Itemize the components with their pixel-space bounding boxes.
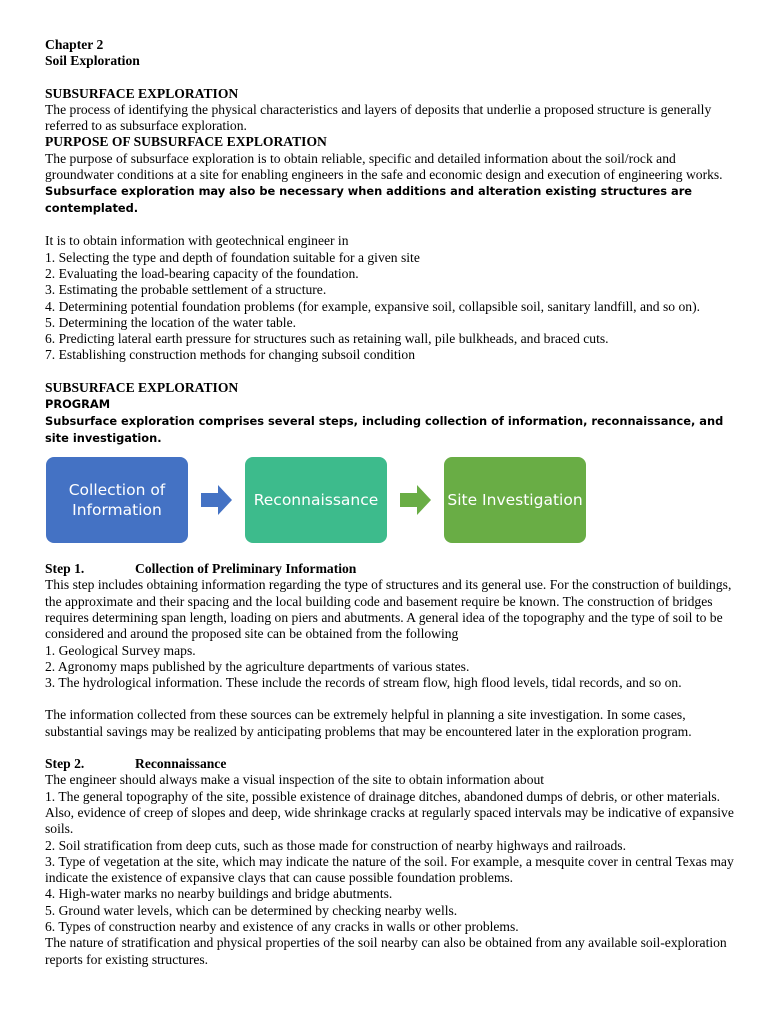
section-heading-subsurface: SUBSURFACE EXPLORATION <box>45 85 239 101</box>
list-item: 4. Determining potential foundation problems (for example, expansive soil, collapsible soil, sanitary landfill, and so on). <box>45 298 700 314</box>
step1-number: Step 1. <box>45 561 85 577</box>
list-item: 3. Type of vegetation at the site, which may indicate the nature of the soil. For example, a mesquite cover in central Texas may indicate the existence of expansive clays that can cause possible foundation problems. <box>45 853 734 886</box>
purpose-text-bold: Subsurface exploration may also be necessary when additions and alteration existing structures are contemplated. <box>45 184 693 216</box>
list-item: 6. Types of construction nearby and existence of any cracks in walls or other problems. <box>45 918 519 934</box>
flow-box-site-investigation: Site Investigation <box>444 457 586 543</box>
purpose-text: The purpose of subsurface exploration is to obtain reliable, specific and detailed information about the soil/rock and groundwater conditions at a site for enabling engineers in the safe and economic design and execution of engineering works. <box>45 150 723 183</box>
step2-heading <box>45 756 735 772</box>
program-text: Subsurface exploration comprises several steps, including collection of information, reconnaissance, and site investigation. <box>45 414 724 446</box>
purpose-list <box>45 250 735 364</box>
step2-number: Step 2. <box>45 756 85 772</box>
step1-heading <box>45 561 735 577</box>
list-item: 6. Predicting lateral earth pressure for structures such as retaining wall, pile bulkheads, and braced cuts. <box>45 331 609 347</box>
list-item: 7. Establishing construction methods for changing subsoil condition <box>45 347 416 363</box>
purpose-intro: It is to obtain information with geotechnical engineer in <box>45 233 349 249</box>
list-item: 1. Geological Survey maps. <box>45 642 196 658</box>
section-paragraph: The process of identifying the physical characteristics and layers of deposits that underlie a proposed structure is generally referred to as subsurface exploration. <box>45 101 712 134</box>
step1-paragraph: This step includes obtaining information regarding the type of structures and its general use. For the construction of buildings, the approximate and their spacing and the local building code and basement require be known. The construction of bridges requires determining span length, loading on piers and abutments. A general idea of the topography and the type of soil to be considered and around the proposed site can be obtained from the following <box>45 577 732 642</box>
list-item: 5. Determining the location of the water table. <box>45 314 297 330</box>
document-page <box>45 37 735 968</box>
step1-title: Collection of Preliminary Information <box>135 561 357 577</box>
purpose-paragraph <box>45 151 735 218</box>
list-item: 2. Evaluating the load-bearing capacity of the foundation. <box>45 265 359 281</box>
program-subheading: PROGRAM <box>45 397 111 412</box>
step1-list <box>45 643 735 692</box>
list-item: 2. Soil stratification from deep cuts, such as those made for construction of nearby highways and railroads. <box>45 837 626 853</box>
list-item: 5. Ground water levels, which can be determined by checking nearby wells. <box>45 902 458 918</box>
right-arrow-icon <box>400 484 432 516</box>
process-flow-diagram <box>45 457 735 561</box>
flow-box-collection: Collection of Information <box>46 457 188 543</box>
program-heading: SUBSURFACE EXPLORATION <box>45 379 239 395</box>
flow-box-reconnaissance: Reconnaissance <box>245 457 387 543</box>
list-item: 1. Selecting the type and depth of foundation suitable for a given site <box>45 249 420 265</box>
list-item: 2. Agronomy maps published by the agriculture departments of various states. <box>45 658 470 674</box>
list-item: 4. High-water marks no nearby buildings and bridge abutments. <box>45 886 393 902</box>
step2-paragraph: The engineer should always make a visual inspection of the site to obtain information about <box>45 772 545 788</box>
step1-closing: The information collected from these sources can be extremely helpful in planning a site investigation. In some cases, substantial savings may be realized by anticipating problems that may be encountered later in the exploration program. <box>45 707 692 739</box>
step2-title: Reconnaissance <box>135 756 227 772</box>
list-item: 3. Estimating the probable settlement of a structure. <box>45 282 327 298</box>
list-item: 1. The general topography of the site, possible existence of drainage ditches, abandoned dumps of debris, or other materials. Also, evidence of creep of slopes and deep, wide shrinkage cracks at regularly spaced intervals may be indicative of expansive soils. <box>45 788 734 837</box>
chapter-title: Soil Exploration <box>45 53 140 69</box>
section-heading-purpose: PURPOSE OF SUBSURFACE EXPLORATION <box>45 134 327 150</box>
chapter-label: Chapter 2 <box>45 37 104 52</box>
step2-closing: The nature of stratification and physical properties of the soil nearby can also be obtained from any available soil-exploration reports for existing structures. <box>45 935 727 967</box>
right-arrow-icon <box>201 484 233 516</box>
step2-list <box>45 789 735 936</box>
list-item: 3. The hydrological information. These include the records of stream flow, high flood levels, tidal records, and so on. <box>45 675 682 691</box>
